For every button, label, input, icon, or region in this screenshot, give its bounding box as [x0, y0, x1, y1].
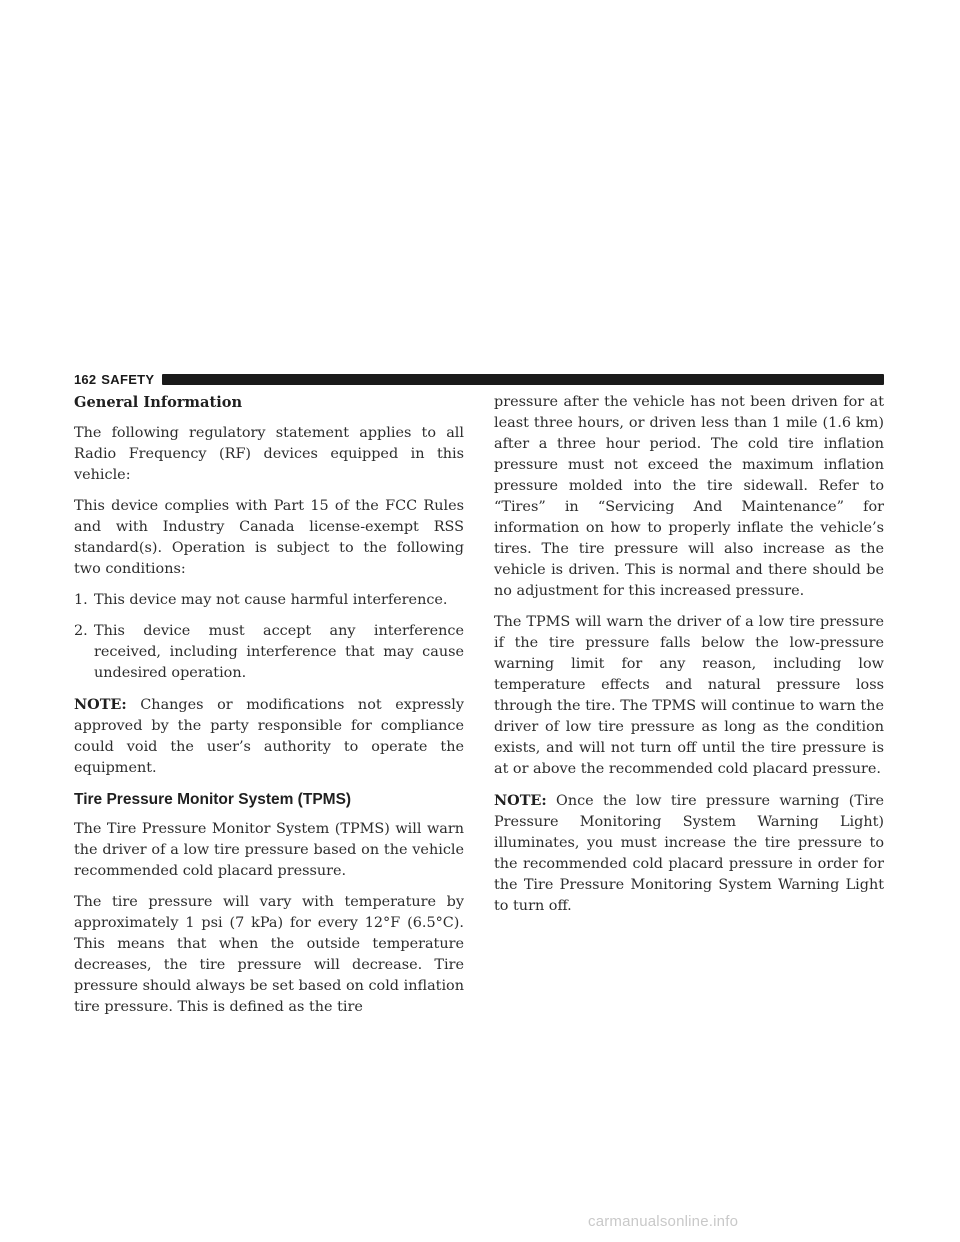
note-compliance [74, 694, 464, 779]
page-header [74, 371, 884, 387]
list-text: This device must accept any interference received, including interference that may cause undesired operation. [94, 623, 464, 681]
list-number: 2. [74, 623, 88, 639]
list-item [74, 590, 464, 611]
right-column [494, 392, 884, 927]
page-number: 162 [74, 371, 97, 387]
section-title: SAFETY [101, 371, 155, 387]
paragraph-tpms-warning: The TPMS will warn the driver of a low tire pressure if the tire pressure falls below the low-pressure warning limit for any reason, including low temperature effects and natural pressure loss through the tire. The TPMS will continue to warn the driver of low tire pressure as long as the condition exists, and will not turn off until the tire pressure is at or above the recommended cold placard pressure. [494, 614, 884, 777]
list-number: 1. [74, 592, 88, 608]
note-label: NOTE: [494, 792, 547, 809]
paragraph-cold-pressure: pressure after the vehicle has not been driven for at least three hours, or driven less than 1 mile (1.6 km) after a three hour period. The cold tire inflation pressure must not exceed the maximum inflation pressure molded into the tire sidewall. Refer to “Tires” in “Servicing And Maintenance” for information on how to properly inflate the vehicle’s tires. The tire pressure will also increase as the vehicle is driven. This is normal and there should be no adjustment for this increased pressure. [494, 394, 884, 599]
paragraph-regulatory-statement: The following regulatory statement applies to all Radio Frequency (RF) devices equipped in this vehicle: [74, 425, 464, 483]
note-text: Once the low tire pressure warning (Tire Pressure Monitoring System Warning Light) illuminates, you must increase the tire pressure to the recommended cold placard pressure in order for the Tire Pressure Monitoring System Warning Light to turn off. [494, 793, 884, 914]
paragraph-tpms-temperature: The tire pressure will vary with temperature by approximately 1 psi (7 kPa) for every 12°F (6.5°C). This means that when the outside temperature decreases, the tire pressure will decrease. Tire pressure should always be set based on cold inflation tire pressure. This is defined as the tire [74, 894, 464, 1015]
paragraph-fcc-compliance: This device complies with Part 15 of the FCC Rules and with Industry Canada license-exempt RSS standard(s). Operation is subject to the following two conditions: [74, 498, 464, 577]
heading-tpms: Tire Pressure Monitor System (TPMS) [74, 791, 352, 808]
left-column [74, 392, 464, 1028]
header-rule [162, 374, 884, 385]
note-warning-light [494, 790, 884, 917]
list-item [74, 621, 464, 684]
heading-general-information: General Information [74, 394, 243, 411]
note-text: Changes or modifications not expressly approved by the party responsible for compliance could void the user’s authority to operate the equipment. [74, 697, 464, 776]
watermark: carmanualsonline.info [588, 1213, 739, 1230]
note-label: NOTE: [74, 696, 127, 713]
paragraph-tpms-intro: The Tire Pressure Monitor System (TPMS) will warn the driver of a low tire pressure based on the vehicle recommended cold placard pressure. [74, 821, 464, 879]
list-text: This device may not cause harmful interference. [94, 592, 448, 608]
